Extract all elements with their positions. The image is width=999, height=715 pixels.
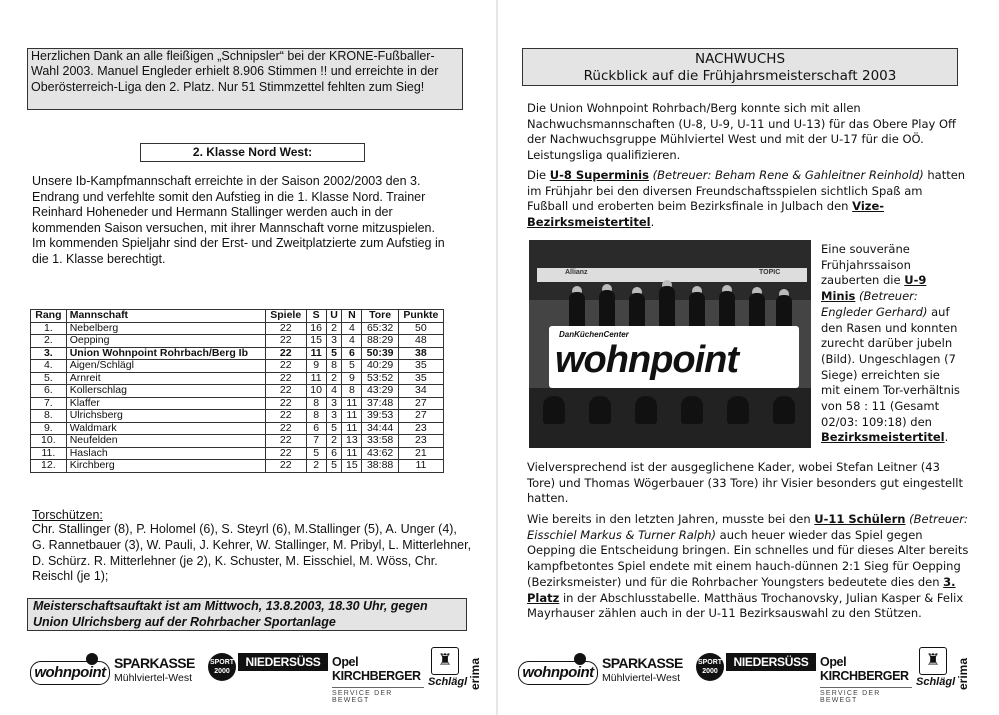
table-cell: 35 bbox=[398, 360, 443, 373]
table-row bbox=[31, 347, 444, 360]
schlaegl-name: Schlägl bbox=[916, 676, 956, 688]
table-cell: 6 bbox=[306, 422, 326, 435]
table-cell: 8 bbox=[342, 385, 362, 398]
league-title: 2. Klasse Nord West: bbox=[140, 143, 365, 162]
niedersuess-name: NIEDERSÜSS bbox=[238, 653, 328, 671]
table-row bbox=[31, 322, 444, 335]
table-row bbox=[31, 460, 444, 473]
table-cell: Waldmark bbox=[66, 422, 265, 435]
u11-coach: (Betreuer: Eisschiel Markus & Turner Ralph) bbox=[527, 512, 968, 542]
sponsor-schlaegl bbox=[428, 647, 468, 697]
u9-squad-paragraph: Vielversprechend ist der ausgeglichene Kader, wobei Stefan Leitner (43 Tore) und Thomas Wögerbauer (33 Tore) ihr Visier besonders gut eingestellt hatten. bbox=[527, 460, 964, 506]
niedersuess-name: NIEDERSÜSS bbox=[726, 653, 816, 671]
intro-paragraph-2: Im kommenden Spieljahr sind der Erst- und Zweitplatzierte zum Aufstieg in die 1. Klasse berechtigt. bbox=[32, 236, 445, 266]
sponsor-bar-right bbox=[518, 645, 978, 705]
photo-ad-board bbox=[537, 268, 807, 282]
sponsor-sport2000: SPORT 2000 bbox=[208, 653, 236, 681]
table-cell: 3 bbox=[326, 397, 342, 410]
opel-slogan: SERVICE DER BEWEGT bbox=[820, 687, 912, 704]
table-cell: 5 bbox=[306, 447, 326, 460]
u11-place: 3. Platz bbox=[527, 574, 956, 605]
table-row bbox=[31, 422, 444, 435]
sponsor-erima bbox=[466, 651, 484, 695]
table-row bbox=[31, 397, 444, 410]
wohnpoint-logo: wohnpoint bbox=[30, 661, 110, 685]
table-cell: 22 bbox=[265, 360, 306, 373]
table-cell: 21 bbox=[398, 447, 443, 460]
schlaegl-crest-icon: ♜ bbox=[919, 647, 947, 675]
sparkasse-region: Mühlviertel-West bbox=[602, 672, 680, 684]
table-cell: 34:44 bbox=[362, 422, 398, 435]
table-cell: 22 bbox=[265, 460, 306, 473]
sponsor-sparkasse bbox=[602, 655, 692, 705]
col-rank: Rang bbox=[31, 310, 67, 323]
table-cell: 4 bbox=[342, 335, 362, 348]
u8-team: U-8 Superminis bbox=[549, 168, 649, 182]
table-cell: 11 bbox=[342, 422, 362, 435]
u8-end: . bbox=[650, 215, 655, 230]
sponsor-niedersuess bbox=[238, 653, 328, 703]
youth-header-title: NACHWUCHS bbox=[694, 51, 786, 67]
u11-text: auch heuer wieder das Spiel gegen Oepping die Entscheidung bringen. Ein schnelles und für dieses Alter bereits kampfbetontes Spiel endete mit einem hauch-dünnen 2:1 Sieg für Oepping (Bezirksmeister) und für die Rohrbacher Youngsters bedeutete dies den bbox=[527, 527, 969, 589]
board-text-1: Allianz bbox=[565, 269, 588, 276]
table-cell: 15 bbox=[342, 460, 362, 473]
table-cell: 50 bbox=[398, 322, 443, 335]
col-wins: S bbox=[306, 310, 326, 323]
thanks-box: Herzlichen Dank an alle fleißigen „Schnipsler“ bei der KRONE-Fußballer-Wahl 2003. Manuel Engleder erhielt 8.906 Stimmen !! und erreichte in der Oberösterreich-Liga den 2. Platz. Nur 51 Stimmzettel fehlten zum Sieg! bbox=[27, 48, 463, 110]
table-cell: 35 bbox=[398, 372, 443, 385]
table-cell: Oepping bbox=[66, 335, 265, 348]
table-cell: 11 bbox=[342, 397, 362, 410]
sponsor-niedersuess bbox=[726, 653, 816, 703]
table-cell: 22 bbox=[265, 410, 306, 423]
table-cell: 5 bbox=[326, 460, 342, 473]
table-cell: 6 bbox=[342, 347, 362, 360]
table-cell: 15 bbox=[306, 335, 326, 348]
sponsor-wohnpoint bbox=[518, 653, 598, 693]
u9-team: U-9 Minis bbox=[821, 273, 927, 304]
table-cell: 10. bbox=[31, 435, 67, 448]
table-cell: 23 bbox=[398, 435, 443, 448]
table-cell: 50:39 bbox=[362, 347, 398, 360]
col-points: Punkte bbox=[398, 310, 443, 323]
table-cell: 3 bbox=[326, 410, 342, 423]
sponsor-bar bbox=[30, 645, 490, 705]
table-cell: 22 bbox=[265, 322, 306, 335]
table-cell: 11 bbox=[342, 447, 362, 460]
table-cell: 8 bbox=[306, 397, 326, 410]
table-cell: 11 bbox=[398, 460, 443, 473]
table-cell: Kirchberg bbox=[66, 460, 265, 473]
table-cell: 65:32 bbox=[362, 322, 398, 335]
table-cell: 11 bbox=[306, 372, 326, 385]
table-cell: 22 bbox=[265, 347, 306, 360]
table-cell: 40:29 bbox=[362, 360, 398, 373]
col-team: Mannschaft bbox=[66, 310, 265, 323]
table-cell: 2 bbox=[306, 460, 326, 473]
table-cell: 27 bbox=[398, 397, 443, 410]
u11-team: U-11 Schülern bbox=[814, 512, 906, 526]
youth-intro: Die Union Wohnpoint Rohrbach/Berg konnte sich mit allen Nachwuchsmannschaften (U-8, U-9, U-11 und U-13) für das Obere Play Off der Nachwuchsgruppe Mühlviertel West und mit der U-17 für die OÖ. Leistungsliga qualifizieren. bbox=[527, 101, 956, 163]
table-cell: 22 bbox=[265, 447, 306, 460]
table-cell: 43:29 bbox=[362, 385, 398, 398]
table-cell: 5 bbox=[342, 360, 362, 373]
table-cell: 1. bbox=[31, 322, 67, 335]
table-cell: Union Wohnpoint Rohrbach/Berg Ib bbox=[66, 347, 265, 360]
erima-name: erima bbox=[468, 657, 482, 691]
table-cell: 23 bbox=[398, 422, 443, 435]
kickoff-notice: Meisterschaftsauftakt ist am Mittwoch, 13.8.2003, 18.30 Uhr, gegen Union Ulrichsberg auf der Rohrbacher Sportanlage bbox=[27, 598, 467, 631]
col-losses: N bbox=[342, 310, 362, 323]
u9-title: Bezirksmeistertitel bbox=[821, 430, 945, 445]
table-cell: 27 bbox=[398, 410, 443, 423]
table-cell: 5. bbox=[31, 372, 67, 385]
table-cell: 22 bbox=[265, 372, 306, 385]
table-cell: 4 bbox=[342, 322, 362, 335]
table-cell: 38 bbox=[398, 347, 443, 360]
sponsor-opel bbox=[332, 655, 424, 705]
table-row bbox=[31, 360, 444, 373]
table-cell: 22 bbox=[265, 397, 306, 410]
table-cell: 38:88 bbox=[362, 460, 398, 473]
table-cell: 11. bbox=[31, 447, 67, 460]
table-cell: 4. bbox=[31, 360, 67, 373]
table-row bbox=[31, 410, 444, 423]
table-cell: 9 bbox=[306, 360, 326, 373]
schlaegl-name: Schlägl bbox=[428, 676, 468, 688]
table-cell: Nebelberg bbox=[66, 322, 265, 335]
u11-paragraph bbox=[527, 512, 972, 622]
youth-header-box bbox=[522, 48, 958, 86]
table-cell: 9 bbox=[342, 372, 362, 385]
photo-players bbox=[559, 284, 789, 332]
table-cell: 13 bbox=[342, 435, 362, 448]
season-intro bbox=[32, 174, 462, 267]
u9-pre: Eine souveräne Frühjahrssaison zauberten die bbox=[821, 242, 911, 288]
scorers-list: Chr. Stallinger (8), P. Holomel (6), S. Steyrl (6), M.Stallinger (5), A. Unger (4), G. Rannetbauer (3), W. Pauli, J. Kehrer, W. Stallinger, M. Pribyl, L. Mitterlehner, D. Schürz. R. Mitterlehner (je 2), K. Schuster, M. Eisschiel, M. Wöss, Chr. Reischl (je 1); bbox=[32, 522, 472, 584]
table-row bbox=[31, 335, 444, 348]
banner-logo-text: wohnpoint bbox=[555, 339, 739, 381]
sparkasse-region: Mühlviertel-West bbox=[114, 672, 192, 684]
table-cell: 4 bbox=[326, 385, 342, 398]
team-photo bbox=[529, 240, 811, 448]
table-cell: 43:62 bbox=[362, 447, 398, 460]
schlaegl-crest-icon: ♜ bbox=[431, 647, 459, 675]
table-cell: 12. bbox=[31, 460, 67, 473]
u9-paragraph bbox=[821, 242, 961, 446]
table-cell: 7. bbox=[31, 397, 67, 410]
table-cell: 11 bbox=[342, 410, 362, 423]
table-cell: Arnreit bbox=[66, 372, 265, 385]
sponsor-sparkasse bbox=[114, 655, 204, 705]
table-cell: 3 bbox=[326, 335, 342, 348]
table-cell: 16 bbox=[306, 322, 326, 335]
table-cell: 22 bbox=[265, 385, 306, 398]
table-cell: 11 bbox=[306, 347, 326, 360]
opel-name: Opel KIRCHBERGER bbox=[332, 655, 421, 683]
opel-slogan: SERVICE DER BEWEGT bbox=[332, 687, 424, 704]
sponsor-schlaegl bbox=[916, 647, 956, 697]
sponsor-erima bbox=[954, 651, 972, 695]
table-cell: 3. bbox=[31, 347, 67, 360]
table-cell: 2. bbox=[31, 335, 67, 348]
left-page bbox=[0, 0, 495, 715]
table-cell: 88:29 bbox=[362, 335, 398, 348]
table-cell: 8. bbox=[31, 410, 67, 423]
table-cell: 2 bbox=[326, 435, 342, 448]
banner-top-text: DanKüchenCenter bbox=[559, 330, 629, 339]
table-cell: 53:52 bbox=[362, 372, 398, 385]
u8-paragraph bbox=[527, 168, 967, 231]
table-cell: 22 bbox=[265, 335, 306, 348]
table-cell: 37:48 bbox=[362, 397, 398, 410]
opel-name: Opel KIRCHBERGER bbox=[820, 655, 909, 683]
table-cell: 7 bbox=[306, 435, 326, 448]
table-row bbox=[31, 435, 444, 448]
table-cell: 22 bbox=[265, 435, 306, 448]
u8-title: Vize-Bezirksmeistertitel bbox=[527, 199, 885, 230]
sparkasse-name: SPARKASSE bbox=[114, 655, 195, 671]
scorers-title: Torschützen: bbox=[32, 508, 103, 522]
table-cell: 8 bbox=[306, 410, 326, 423]
u8-text: hatten im Frühjahr bei den diversen Freundschaftsspielen sichtlich Spaß am Fußball und eroberten beim Bezirksfinale in Julbach den bbox=[527, 168, 966, 214]
u9-end: . bbox=[944, 430, 949, 445]
table-cell: 39:53 bbox=[362, 410, 398, 423]
table-cell: Haslach bbox=[66, 447, 265, 460]
right-page bbox=[500, 0, 999, 715]
intro-paragraph-1: Unsere Ib-Kampfmannschaft erreichte in der Saison 2002/2003 den 3. Endrang und verfehlte somit den Aufstieg in die 1. Klasse Nord. Trainer Reinhard Hoheneder und Hermann Stallinger werden auch in der kommenden Saison versuchen, mit ihrer Mannschaft vorne mitzuspielen. bbox=[32, 174, 435, 235]
table-cell: Neufelden bbox=[66, 435, 265, 448]
u9-text: auf den Rasen und konnten zurecht darüber jubeln (Bild). Ungeschlagen (7 Siege) erreichten sie mit einem Tor-verhältnis von 58 : 11 (Gesamt 02/03: 109:18) den bbox=[821, 304, 960, 429]
table-cell: Aigen/Schlägl bbox=[66, 360, 265, 373]
table-row bbox=[31, 447, 444, 460]
page-fold bbox=[496, 0, 498, 715]
table-cell: 2 bbox=[326, 372, 342, 385]
u11-end: in der Abschlusstabelle. Matthäus Trochanovsky, Julian Kasper & Felix Mayrhauser zählen auch in der U-11 Bezirksauswahl zu den Stützen. bbox=[527, 590, 964, 621]
u9-coach: (Betreuer: Engleder Gerhard) bbox=[821, 289, 928, 319]
photo-floor bbox=[529, 388, 811, 448]
table-cell: 34 bbox=[398, 385, 443, 398]
u8-coach: (Betreuer: Beham Rene & Gahleitner Reinhold) bbox=[648, 168, 924, 182]
col-goals: Tore bbox=[362, 310, 398, 323]
sparkasse-name: SPARKASSE bbox=[602, 655, 683, 671]
table-cell: 9. bbox=[31, 422, 67, 435]
table-cell: 5 bbox=[326, 347, 342, 360]
standings-table bbox=[30, 309, 444, 473]
erima-name: erima bbox=[956, 657, 970, 691]
sponsor-opel bbox=[820, 655, 912, 705]
photo-banner bbox=[549, 326, 799, 388]
table-cell: 48 bbox=[398, 335, 443, 348]
table-cell: Kollerschlag bbox=[66, 385, 265, 398]
table-row bbox=[31, 372, 444, 385]
table-cell: 6 bbox=[326, 447, 342, 460]
sponsor-wohnpoint bbox=[30, 653, 110, 693]
table-cell: 6. bbox=[31, 385, 67, 398]
u11-pre: Wie bereits in den letzten Jahren, musste bei den bbox=[527, 512, 815, 526]
u8-pre: Die bbox=[527, 168, 550, 182]
table-cell: Klaffer bbox=[66, 397, 265, 410]
table-cell: 5 bbox=[326, 422, 342, 435]
table-cell: 33:58 bbox=[362, 435, 398, 448]
board-text-2: TOPIC bbox=[759, 269, 781, 276]
sponsor-sport2000: SPORT 2000 bbox=[696, 653, 724, 681]
wohnpoint-logo: wohnpoint bbox=[518, 661, 598, 685]
table-cell: 2 bbox=[326, 322, 342, 335]
col-games: Spiele bbox=[265, 310, 306, 323]
youth-header-subtitle: Rückblick auf die Frühjahrsmeisterschaft 2003 bbox=[583, 68, 897, 84]
table-cell: Ulrichsberg bbox=[66, 410, 265, 423]
table-cell: 22 bbox=[265, 422, 306, 435]
table-row bbox=[31, 385, 444, 398]
col-draws: U bbox=[326, 310, 342, 323]
standings-header-row bbox=[31, 310, 444, 323]
table-cell: 8 bbox=[326, 360, 342, 373]
table-cell: 10 bbox=[306, 385, 326, 398]
